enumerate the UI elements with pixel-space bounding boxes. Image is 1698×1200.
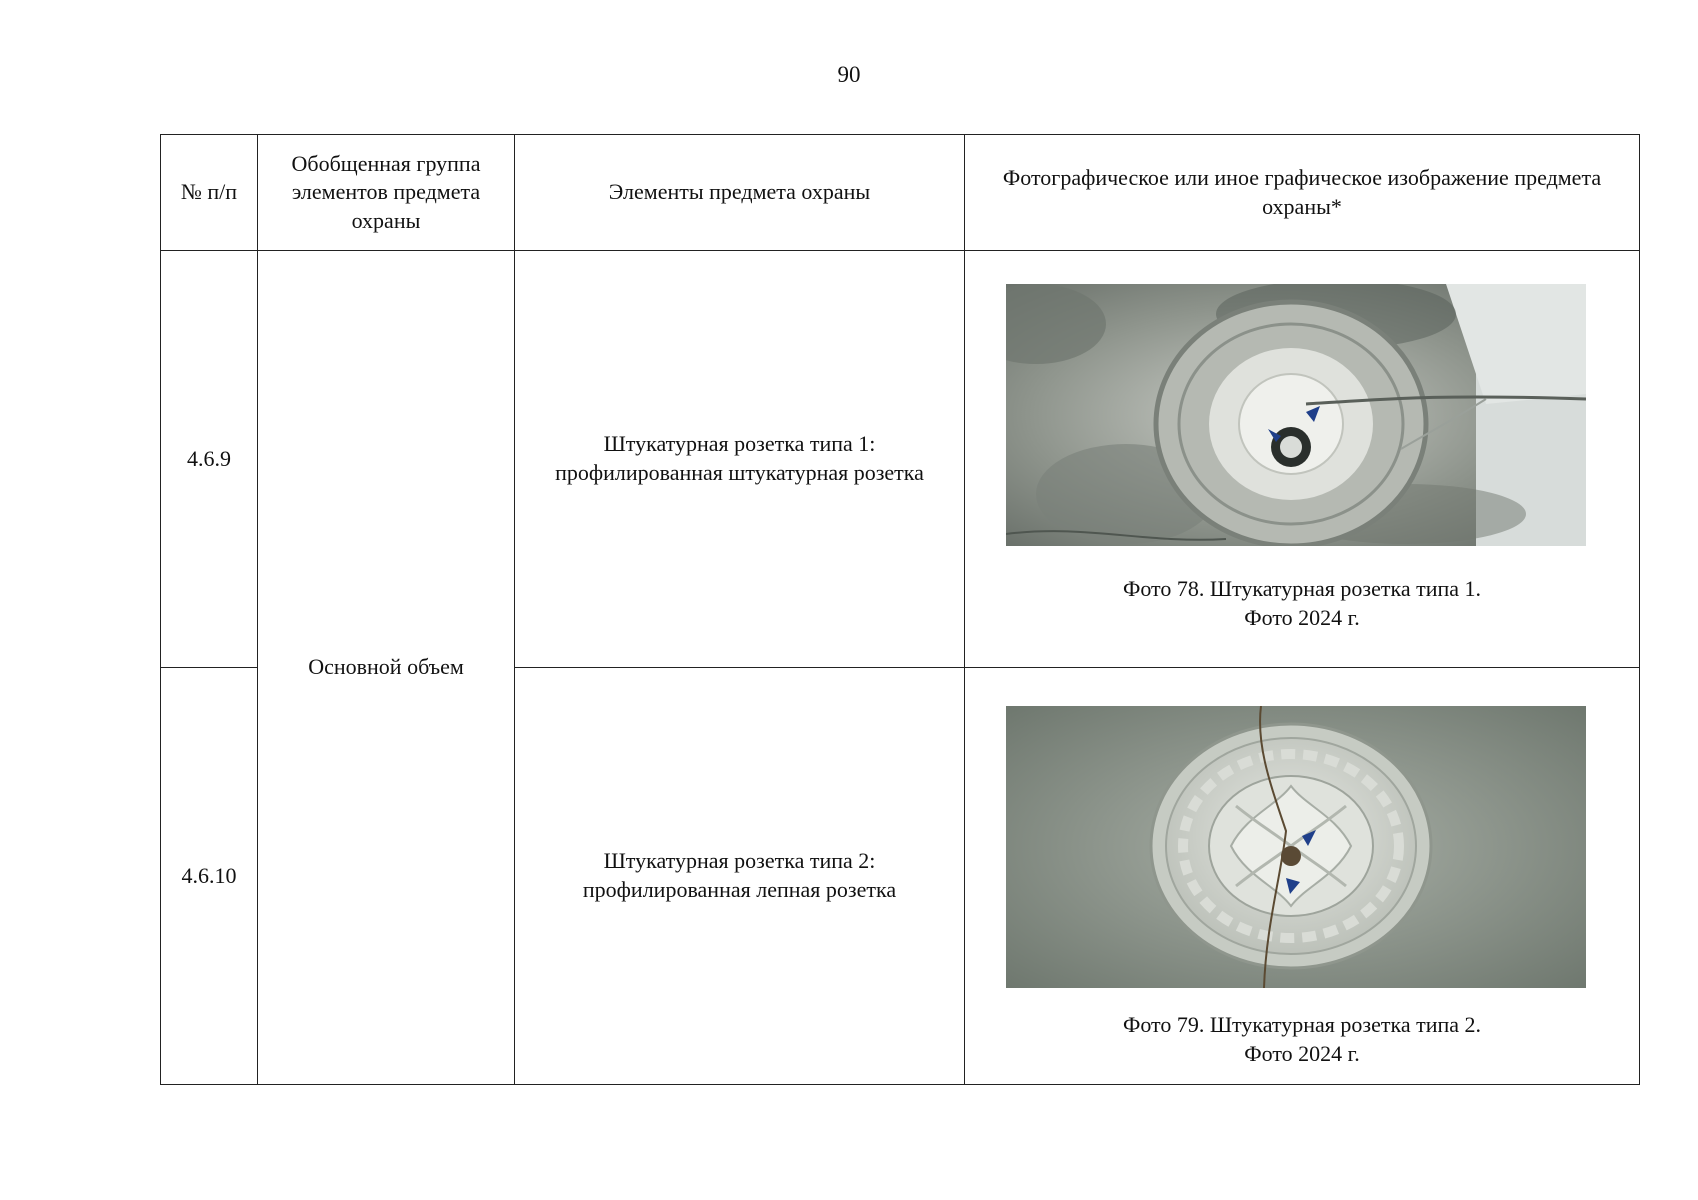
element-line: Штукатурная розетка типа 1:: [603, 431, 876, 457]
table-header-row: [161, 135, 1640, 251]
header-number: № п/п: [161, 135, 258, 251]
element-description: [515, 251, 965, 668]
photo-cell: [965, 251, 1640, 668]
caption-line: Фото 2024 г.: [1244, 604, 1360, 630]
element-line: профилированная штукатурная розетка: [555, 460, 924, 485]
caption-line: Фото 2024 г.: [1244, 1040, 1360, 1066]
table-row: [161, 251, 1640, 668]
row-number: 4.6.9: [161, 251, 258, 668]
photo-plaster-rosette-type-2: [1006, 706, 1586, 988]
caption-line: Фото 79. Штукатурная розетка типа 2.: [1122, 1012, 1482, 1037]
element-line: Штукатурная розетка типа 2:: [603, 848, 876, 874]
header-elements: Элементы предмета охраны: [515, 135, 965, 251]
photo-caption: [965, 1011, 1639, 1068]
header-group: Обобщенная группа элементов предмета охраны: [258, 135, 515, 251]
photo-plaster-rosette-type-1: [1006, 284, 1586, 546]
header-image: Фотографическое или иное графическое изображение предмета охраны*: [965, 135, 1640, 251]
page-number: 90: [837, 62, 861, 87]
caption-line: Фото 78. Штукатурная розетка типа 1.: [1122, 576, 1482, 601]
element-description: [515, 668, 965, 1085]
protection-table: [160, 134, 1640, 1085]
row-number: 4.6.10: [161, 668, 258, 1085]
photo-caption: [965, 575, 1639, 632]
photo-cell: [965, 668, 1640, 1085]
element-line: профилированная лепная розетка: [582, 877, 897, 902]
group-cell: Основной объем: [258, 251, 515, 1085]
